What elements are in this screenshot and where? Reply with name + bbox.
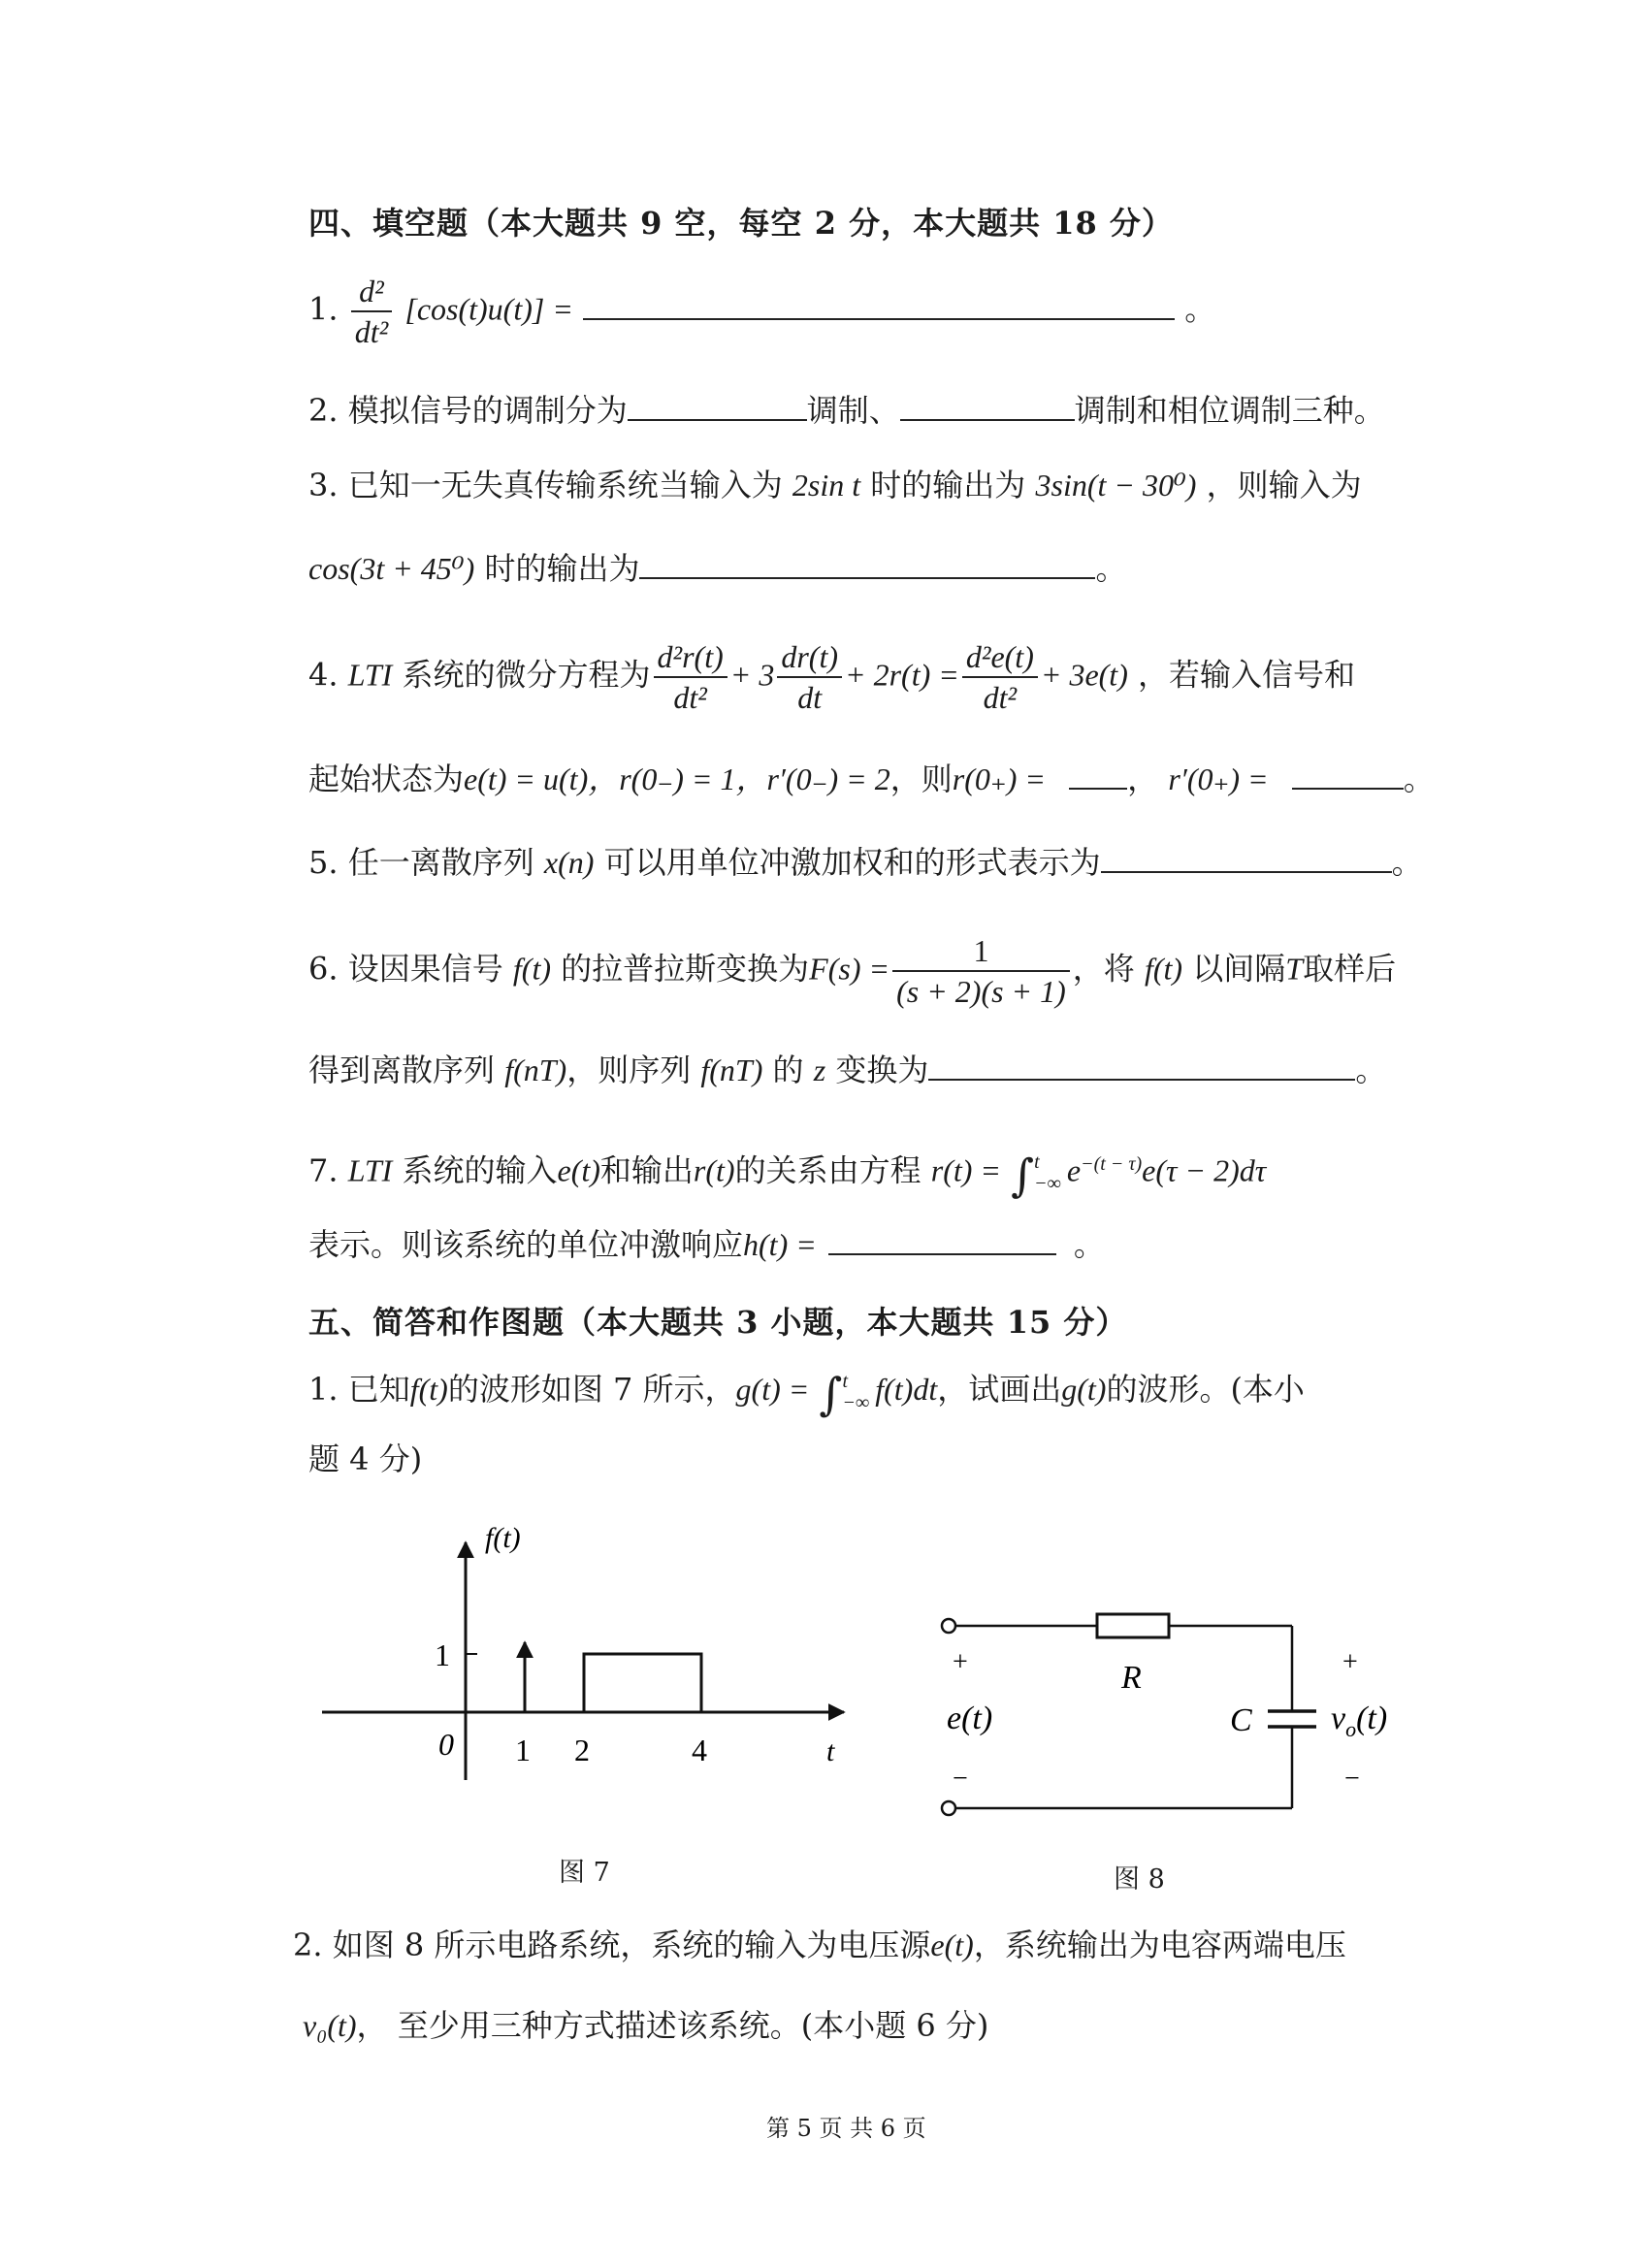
figure7-caption: 图 7: [559, 1858, 610, 1888]
fig8-source-label: e(t): [947, 1701, 993, 1736]
fig7-xtick-2: 2: [574, 1733, 590, 1767]
fig8-terminal-bottom: [942, 1801, 955, 1815]
s5-q2-text-c: ， 至少用三种方式描述该系统。(本小题 6 分): [356, 2007, 989, 2044]
q3-line1: [308, 466, 1362, 504]
s5-q1-int-upper: t: [842, 1370, 849, 1392]
fig8-output-label: [1331, 1701, 1387, 1741]
q4-end: 。: [1403, 761, 1435, 797]
q6-text-i: 变换为: [835, 1052, 929, 1088]
fig8-terminal-top: [942, 1619, 955, 1633]
s5-q1-integrand: f(t)dt: [875, 1372, 938, 1407]
q7-et: e(t): [557, 1152, 600, 1188]
q7-number: 7.: [308, 1151, 339, 1189]
q7-lti: LTI: [347, 1152, 393, 1188]
q4-initial: ，r(0₋) = 1，r′(0₋) = 2: [588, 761, 890, 796]
s5-q1-integral-sign: ∫: [819, 1368, 843, 1420]
s5-q1-int-lower: −∞: [842, 1391, 870, 1413]
fig8-capacitor-label: C: [1230, 1702, 1252, 1738]
q7-exponent: −(t − τ): [1081, 1153, 1143, 1175]
q4-f2-num: dr(t): [777, 637, 842, 678]
q5-text-b: 可以用单位冲激加权和的形式表示为: [603, 844, 1101, 881]
s5-q2-text-a: 2. 如图 8 所示电路系统，系统的输入为电压源: [293, 1927, 931, 1963]
q6-frac: [892, 931, 1070, 1011]
q3-text-c: ，则输入为: [1206, 467, 1362, 503]
q4-plus3: + 3: [729, 657, 775, 693]
q3-end: 。: [1095, 550, 1127, 587]
fig8-resistor: [1097, 1614, 1169, 1637]
figure8-caption: 图 8: [1114, 1864, 1165, 1895]
fig8-minus-left: −: [953, 1764, 968, 1794]
q4-r0plus-prime: r′(0₊) =: [1168, 761, 1269, 796]
q6-fnT-2: f(nT): [700, 1053, 763, 1087]
s5-q1-text-c: ，试画出: [937, 1371, 1062, 1408]
q4-text-b: ，若输入信号和: [1138, 656, 1356, 694]
fig7-xlabel: t: [826, 1735, 835, 1767]
q7-integrand: e(τ − 2)dτ: [1142, 1152, 1267, 1188]
q5: [308, 842, 1423, 882]
q4-frac-3: [962, 637, 1038, 717]
q7-ht: h(t) =: [743, 1227, 817, 1262]
q4-frac-1: [654, 637, 728, 717]
s5-q1-gt: g(t): [1061, 1372, 1107, 1407]
q1: [308, 272, 1215, 351]
q7-int-lower: −∞: [1034, 1173, 1061, 1195]
q7-integral-sign: ∫: [1011, 1149, 1035, 1202]
q2: [308, 390, 1385, 430]
q7-text-a: 系统的输入: [402, 1151, 558, 1189]
q7-line2: [308, 1224, 1105, 1264]
s5-q1-integral-limits: [842, 1371, 869, 1413]
q6-line1: [308, 931, 1396, 1011]
q1-expr: [cos(t)u(t)] =: [404, 291, 573, 327]
fig7-xtick-1: 1: [515, 1733, 531, 1767]
s5-q1-ft: f(t): [409, 1372, 448, 1407]
q5-end: 。: [1391, 844, 1423, 881]
q6-ft: f(t): [512, 951, 551, 987]
q3-line2: [308, 548, 1126, 588]
s5-q2-line2: [303, 2006, 988, 2045]
q5-text-a: 5. 任一离散序列: [308, 844, 534, 881]
q2-text-a: 2. 模拟信号的调制分为: [308, 392, 628, 429]
q4-f3-num: d²e(t): [962, 637, 1038, 678]
section4-title: 四、填空题（本大题共 9 空，每空 2 分，本大题共 18 分）: [308, 205, 1174, 242]
q7-end: 。: [1073, 1226, 1105, 1263]
q2-text-c: 调制和相位调制三种。: [1074, 392, 1385, 429]
fig8-resistor-label: R: [1121, 1660, 1142, 1696]
q4-number: 4.: [308, 656, 339, 694]
fig8-output-sub: o: [1345, 1717, 1357, 1741]
q7-text-d: 表示。则该系统的单位冲激响应: [308, 1226, 744, 1263]
fig8-output-tail: (t): [1356, 1701, 1388, 1736]
q4-text-a: 系统的微分方程为: [402, 656, 651, 694]
fig7-ylabel: f(t): [485, 1522, 521, 1554]
q6-T: T: [1285, 951, 1304, 987]
q4-lti: LTI: [347, 657, 393, 693]
q6-text-g: ，则序列: [566, 1052, 692, 1088]
q6-frac-num: 1: [892, 931, 1070, 972]
s5-q2-v0t: v₀(t): [303, 2008, 357, 2043]
q4-text-d: ，则: [889, 761, 953, 797]
fig7-ytick-label: 1: [435, 1637, 450, 1672]
q1-blank[interactable]: [583, 289, 1175, 320]
q6-Fs: F(s) =: [809, 951, 890, 987]
fig8-minus-right: −: [1344, 1764, 1360, 1794]
section5-title: 五、简答和作图题（本大题共 3 小题，本大题共 15 分）: [308, 1304, 1128, 1341]
q1-frac-den: dt²: [354, 314, 389, 349]
q6-text-b: 的拉普拉斯变换为: [561, 950, 810, 988]
fig8-plus-right: +: [1342, 1647, 1358, 1677]
q2-text-b: 调制、: [806, 392, 900, 429]
s5-q2-line1: [293, 1926, 1346, 1964]
q6-text-c: ，将: [1072, 950, 1135, 988]
q6-text-d: 以间隔: [1192, 950, 1286, 988]
q3-text-d: 时的输出为: [484, 550, 640, 587]
q3-blank[interactable]: [639, 548, 1095, 579]
q1-frac-num: d²: [351, 272, 392, 312]
s5-q2-et: e(t): [930, 1928, 974, 1962]
q6-fnT: f(nT): [504, 1053, 567, 1087]
q4-f2-den: dt: [797, 680, 823, 715]
q4-blank-1[interactable]: [1069, 759, 1127, 790]
q4-f1-den: dt²: [673, 680, 707, 715]
q6-blank[interactable]: [928, 1050, 1355, 1081]
q4-tail: + 3e(t): [1040, 657, 1128, 693]
fig8-plus-left: +: [953, 1647, 968, 1677]
q2-blank-1[interactable]: [628, 390, 807, 421]
q4-f1-num: d²r(t): [654, 637, 728, 678]
s5-q1-text-d: 的波形。(本小: [1106, 1371, 1305, 1408]
s5-q1-text-a: 1. 已知: [308, 1371, 410, 1408]
q3-text-a: 3. 已知一无失真传输系统当输入为: [308, 467, 783, 503]
s5-q1-line2: 题 4 分): [308, 1441, 423, 1477]
q4-f3-den: dt²: [983, 680, 1018, 715]
figure8: [931, 1601, 1436, 1833]
q5-blank[interactable]: [1101, 842, 1392, 873]
q4-blank-2[interactable]: [1292, 759, 1404, 790]
q4-line2: [308, 759, 1435, 798]
q7-integral-limits: [1034, 1151, 1061, 1194]
q1-end: 。: [1184, 290, 1216, 328]
q6-z: z: [813, 1053, 826, 1087]
q4-line1: [308, 637, 1355, 717]
q4-comma: ，: [1127, 761, 1159, 797]
q6-ft-2: f(t): [1144, 951, 1183, 987]
q3-input: 2sin t: [792, 468, 861, 502]
q2-blank-2[interactable]: [900, 390, 1075, 421]
fig7-rect-pulse: [584, 1654, 701, 1712]
q7-text-b: 和输出: [599, 1151, 694, 1189]
q4-mid: + 2r(t) =: [845, 657, 959, 693]
fig8-output-v: v: [1331, 1701, 1346, 1736]
q6-text-e: 取样后: [1303, 950, 1397, 988]
s5-q2-text-b: ，系统输出为电容两端电压: [973, 1927, 1346, 1963]
q6-frac-den: (s + 2)(s + 1): [896, 974, 1066, 1009]
q4-input: e(t) = u(t): [464, 761, 589, 796]
s5-q1-gt-eq: g(t) =: [735, 1372, 810, 1407]
s5-q1-text-b: 的波形如图 7 所示，: [447, 1371, 736, 1408]
q7-exp-base: e: [1066, 1152, 1082, 1188]
q7-text-c: 的关系由方程: [734, 1151, 922, 1189]
q3-text-b: 时的输出为: [870, 467, 1026, 503]
q3-input2: cos(3t + 45⁰): [308, 551, 475, 586]
q6-end: 。: [1355, 1052, 1387, 1088]
q6-text-h: 的: [772, 1052, 804, 1088]
q6-text-a: 6. 设因果信号: [308, 950, 503, 988]
fig7-origin: 0: [438, 1727, 454, 1762]
q6-line2: [308, 1050, 1386, 1089]
q1-number: 1.: [308, 290, 339, 328]
s5-q1-line1: [308, 1368, 1305, 1420]
q4-r0plus: r(0₊) =: [952, 761, 1046, 796]
q7-blank[interactable]: [828, 1224, 1056, 1255]
q5-xn: x(n): [543, 845, 595, 880]
q7-rt: r(t): [693, 1152, 735, 1188]
q7-rt-eq: r(t) =: [930, 1152, 1002, 1188]
fig7-xtick-4: 4: [692, 1733, 707, 1767]
q6-text-f: 得到离散序列: [308, 1052, 496, 1088]
figure7: [310, 1518, 854, 1809]
q4-text-c: 起始状态为: [308, 761, 465, 797]
q7-line1: [308, 1145, 1267, 1202]
q3-output: 3sin(t − 30⁰): [1035, 468, 1197, 502]
q1-derivative: [351, 272, 392, 351]
q4-frac-2: [777, 637, 842, 717]
q7-int-upper: t: [1034, 1151, 1040, 1174]
page-footer: 第 5 页 共 6 页: [766, 2115, 926, 2142]
